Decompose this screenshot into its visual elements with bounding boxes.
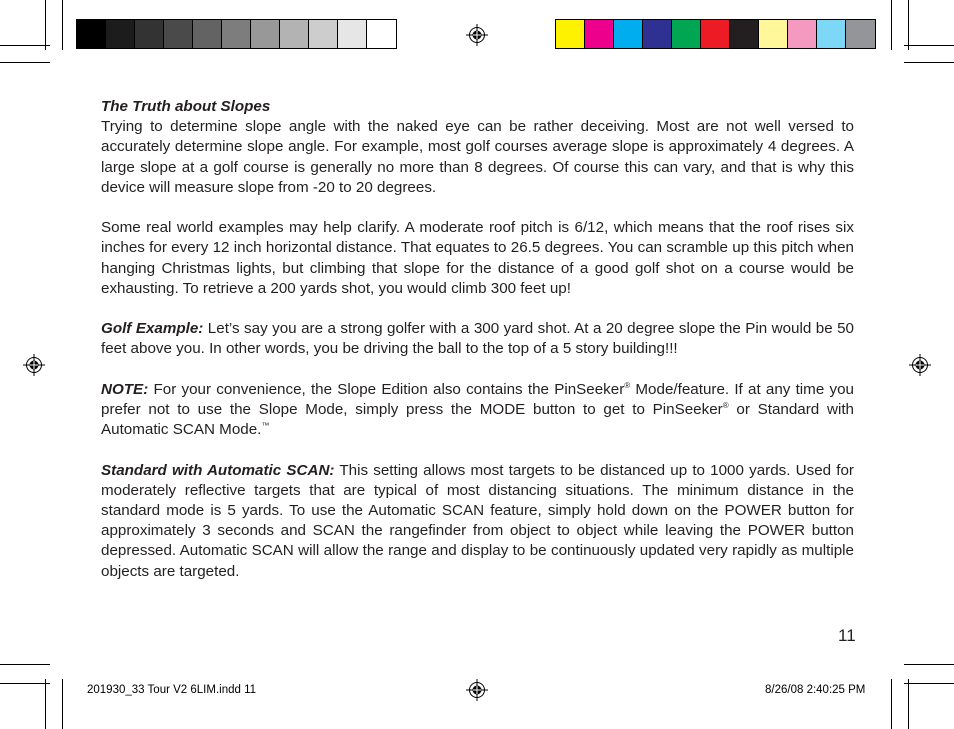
- crop-mark: [904, 62, 954, 63]
- note-text-c: or Standard with Automatic SCAN Mode.: [101, 401, 854, 439]
- process-color-swatch: [788, 20, 817, 48]
- grayscale-swatch: [222, 20, 251, 48]
- crop-mark: [891, 0, 892, 50]
- crop-mark: [891, 679, 892, 729]
- grayscale-swatch: [135, 20, 164, 48]
- crop-mark: [0, 62, 50, 63]
- golf-example-text: Let’s say you are a strong golfer with a 300 yard shot. At a 20 degree slope the Pin would be 50 feet above you. In other words, you be driving the ball to the top of a 5 story building!!!: [101, 320, 854, 358]
- process-color-swatch: [643, 20, 672, 48]
- crop-mark: [904, 45, 954, 46]
- paragraph-golf-example: [101, 319, 854, 359]
- automatic-scan-text: This setting allows most targets to be distanced up to 1000 yards. Used for moderately reflective targets that are typical of most distancing situations. The minimum distance in the standard mode is 5 yards. To use the Automatic SCAN feature, simply hold down on the POWER button for approximately 3 seconds and SCAN the rangefinder from object to object while leaving the POWER button depressed. Automatic SCAN will allow the range and display to be continuously updated very rapidly as multiple objects are targeted.: [101, 461, 854, 580]
- process-color-swatch: [672, 20, 701, 48]
- process-color-swatch: [701, 20, 730, 48]
- article-body-intro: [101, 97, 854, 198]
- slug-filename: 201930_33 Tour V2 6LIM.indd 11: [87, 684, 257, 696]
- trademark-mark: ™: [261, 421, 270, 431]
- grayscale-swatch: [367, 20, 396, 48]
- process-color-swatch: [614, 20, 643, 48]
- registration-mark-icon: [23, 354, 45, 376]
- grayscale-swatch: [77, 20, 106, 48]
- crop-mark: [0, 45, 50, 46]
- grayscale-swatch: [309, 20, 338, 48]
- grayscale-color-bar: [76, 19, 397, 49]
- golf-example-heading: Golf Example:: [101, 320, 204, 338]
- paragraph-automatic-scan: [101, 461, 854, 582]
- process-color-bar: [555, 19, 876, 49]
- article-title: The Truth about Slopes: [101, 98, 271, 115]
- grayscale-swatch: [193, 20, 222, 48]
- crop-mark: [0, 683, 50, 684]
- registered-mark: ®: [624, 380, 631, 390]
- crop-mark: [62, 679, 63, 729]
- grayscale-swatch: [338, 20, 367, 48]
- crop-mark: [908, 0, 909, 50]
- process-color-swatch: [585, 20, 614, 48]
- paragraph-note: [101, 380, 854, 441]
- note-text-b: Mode/feature. If at any time you prefer not to use the Slope Mode, simply press the MODE button to get to PinSeeker: [101, 380, 854, 418]
- registration-mark-icon: [466, 24, 488, 46]
- registered-mark: ®: [722, 401, 729, 410]
- note-text-a: For your convenience, the Slope Edition also contains the PinSeeker: [148, 380, 625, 398]
- article: [101, 97, 854, 602]
- process-color-swatch: [759, 20, 788, 48]
- grayscale-swatch: [251, 20, 280, 48]
- crop-mark: [904, 683, 954, 684]
- crop-mark: [904, 664, 954, 665]
- crop-mark: [0, 664, 50, 665]
- automatic-scan-heading: Standard with Automatic SCAN:: [101, 461, 335, 479]
- process-color-swatch: [846, 20, 875, 48]
- paragraph-slope-intro: Trying to determine slope angle with the naked eye can be rather deceiving. Most are not well versed to accurately determine slope angle. For example, most golf courses average slope is approximately 4 degrees. A large slope at a golf course is generally no more than 8 degrees. Of course this can vary, and that is why this device will measure slope from -20 to 20 degrees.: [101, 118, 854, 196]
- crop-mark: [62, 0, 63, 50]
- process-color-swatch: [817, 20, 846, 48]
- crop-mark: [45, 0, 46, 50]
- registration-mark-icon: [466, 679, 488, 701]
- process-color-swatch: [730, 20, 759, 48]
- page-number: 11: [838, 626, 856, 645]
- registration-mark-icon: [909, 354, 931, 376]
- paragraph-roof-example: Some real world examples may help clarify. A moderate roof pitch is 6/12, which means that the roof rises six inches for every 12 inch horizontal distance. That equates to 26.5 degrees. You can scramble up this pitch when hanging Christmas lights, but climbing that slope for the distance of a good golf shot on a course would be exhausting. To retrieve a 200 yards shot, you would climb 300 feet up!: [101, 219, 854, 297]
- crop-mark: [45, 679, 46, 729]
- slug-timestamp: 8/26/08 2:40:25 PM: [765, 684, 866, 696]
- crop-mark: [908, 679, 909, 729]
- process-color-swatch: [556, 20, 585, 48]
- grayscale-swatch: [280, 20, 309, 48]
- note-heading: NOTE:: [101, 380, 149, 398]
- grayscale-swatch: [106, 20, 135, 48]
- grayscale-swatch: [164, 20, 193, 48]
